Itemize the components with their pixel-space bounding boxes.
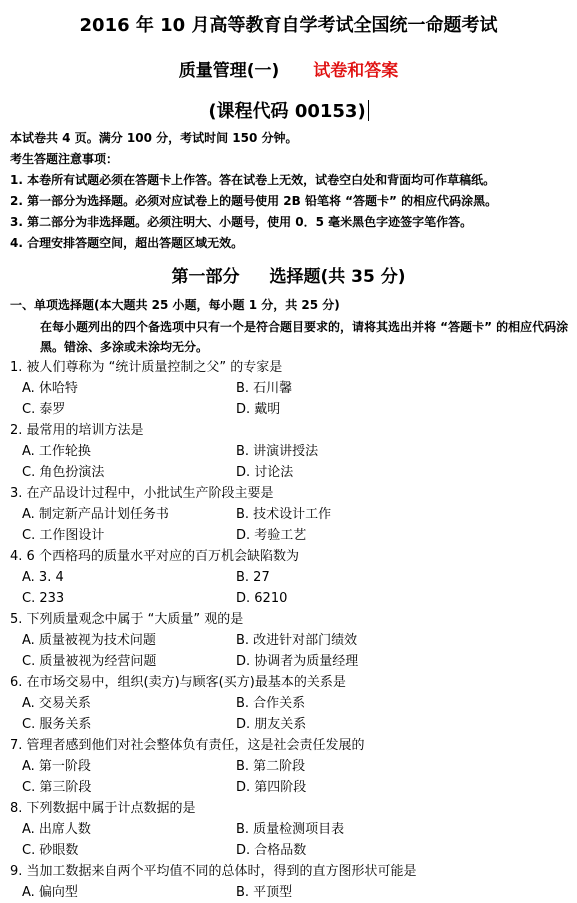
option: A. 出席人数 [22, 822, 91, 837]
part-heading [0, 262, 577, 287]
section-heading: 一、单项选择题(本大题共 25 小题，每小题 1 分，共 25 分) [10, 298, 340, 312]
question-stem: 2. 最常用的培训方法是 [10, 423, 144, 438]
option: C. 工作图设计 [22, 528, 105, 543]
part-name: 第一部分 [171, 267, 240, 287]
question-stem: 8. 下列数据中属于计点数据的是 [10, 801, 196, 816]
option: D. 讨论法 [236, 465, 294, 480]
option: B. 石川馨 [236, 381, 293, 396]
option: A. 制定新产品计划任务书 [22, 507, 169, 522]
option: B. 第二阶段 [236, 759, 306, 774]
question-stem: 5. 下列质量观念中属于 “大质量” 观的是 [10, 612, 244, 627]
option: C. 砂眼数 [22, 843, 79, 858]
question [10, 420, 575, 483]
question [10, 861, 575, 903]
option: A. 3. 4 [22, 570, 64, 585]
note-line: 考生答题注意事项： [10, 152, 119, 166]
option: D. 协调者为质量经理 [236, 654, 359, 669]
subject-line [0, 56, 577, 81]
exam-title: 2016 年 10 月高等教育自学考试全国统一命题考试 [79, 15, 498, 36]
question-list [10, 357, 575, 903]
question-stem: 6. 在市场交易中，组织(卖方)与顾客(买方)最基本的关系是 [10, 675, 346, 690]
option: B. 技术设计工作 [236, 507, 332, 522]
option: A. 第一阶段 [22, 759, 91, 774]
option: A. 质量被视为技术问题 [22, 633, 156, 648]
option: A. 交易关系 [22, 696, 91, 711]
note-line: 2. 第一部分为选择题。必须对应试卷上的题号使用 2B 铅笔将 “答题卡” 的相应代码涂黑。 [10, 194, 498, 208]
question [10, 483, 575, 546]
option: B. 平顶型 [236, 885, 293, 900]
subject-name: 质量管理(一) [178, 61, 280, 81]
option: D. 第四阶段 [236, 780, 307, 795]
option: A. 偏向型 [22, 885, 78, 900]
question [10, 798, 575, 861]
option: B. 改进针对部门绩效 [236, 633, 358, 648]
option: D. 考验工艺 [236, 528, 307, 543]
course-code: (课程代码 00153) [208, 101, 366, 122]
option: B. 质量检测项目表 [236, 822, 345, 837]
note-line: 本试卷共 4 页。满分 100 分，考试时间 150 分钟。 [10, 131, 298, 145]
question-stem: 9. 当加工数据来自两个平均值不同的总体时，得到的直方图形状可能是 [10, 864, 417, 879]
question [10, 672, 575, 735]
option: A. 休哈特 [22, 381, 78, 396]
question-stem: 7. 管理者感到他们对社会整体负有责任，这是社会责任发展的 [10, 738, 365, 753]
option: C. 质量被视为经营问题 [22, 654, 157, 669]
part-title: 选择题(共 35 分) [269, 267, 406, 287]
option: B. 合作关系 [236, 696, 306, 711]
option: D. 合格品数 [236, 843, 307, 858]
question-stem: 3. 在产品设计过程中，小批试生产阶段主要是 [10, 486, 274, 501]
text-cursor [368, 100, 369, 121]
option: C. 角色扮演法 [22, 465, 105, 480]
option: B. 27 [236, 570, 270, 585]
option: C. 服务关系 [22, 717, 92, 732]
option: C. 第三阶段 [22, 780, 92, 795]
question-stem: 4. 6 个西格玛的质量水平对应的百万机会缺陷数为 [10, 549, 299, 564]
section-instructions: 在每小题列出的四个备选项中只有一个是符合题目要求的，请将其选出并将 “答题卡” 的相应代码涂黑。错涂、多涂或未涂均无分。 [40, 320, 569, 354]
course-code-line [0, 97, 577, 123]
option: D. 戴明 [236, 402, 281, 417]
option: C. 泰罗 [22, 402, 66, 417]
question-stem: 1. 被人们尊称为 “统计质量控制之父” 的专家是 [10, 360, 283, 375]
question [10, 609, 575, 672]
option: D. 6210 [236, 591, 288, 606]
note-line: 3. 第二部分为非选择题。必须注明大、小题号，使用 0．5 毫米黑色字迹签字笔作答。 [10, 215, 473, 229]
question [10, 735, 575, 798]
option: D. 朋友关系 [236, 717, 307, 732]
subtitle-red: 试卷和答案 [313, 61, 399, 81]
question [10, 546, 575, 609]
note-line: 4. 合理安排答题空间，超出答题区域无效。 [10, 236, 244, 250]
option: C. 233 [22, 591, 65, 606]
option: B. 讲演讲授法 [236, 444, 319, 459]
exam-notes [10, 128, 572, 254]
option: A. 工作轮换 [22, 444, 91, 459]
note-line: 1. 本卷所有试题必须在答题卡上作答。答在试卷上无效，试卷空白处和背面均可作草稿纸。 [10, 173, 496, 187]
question [10, 357, 575, 420]
